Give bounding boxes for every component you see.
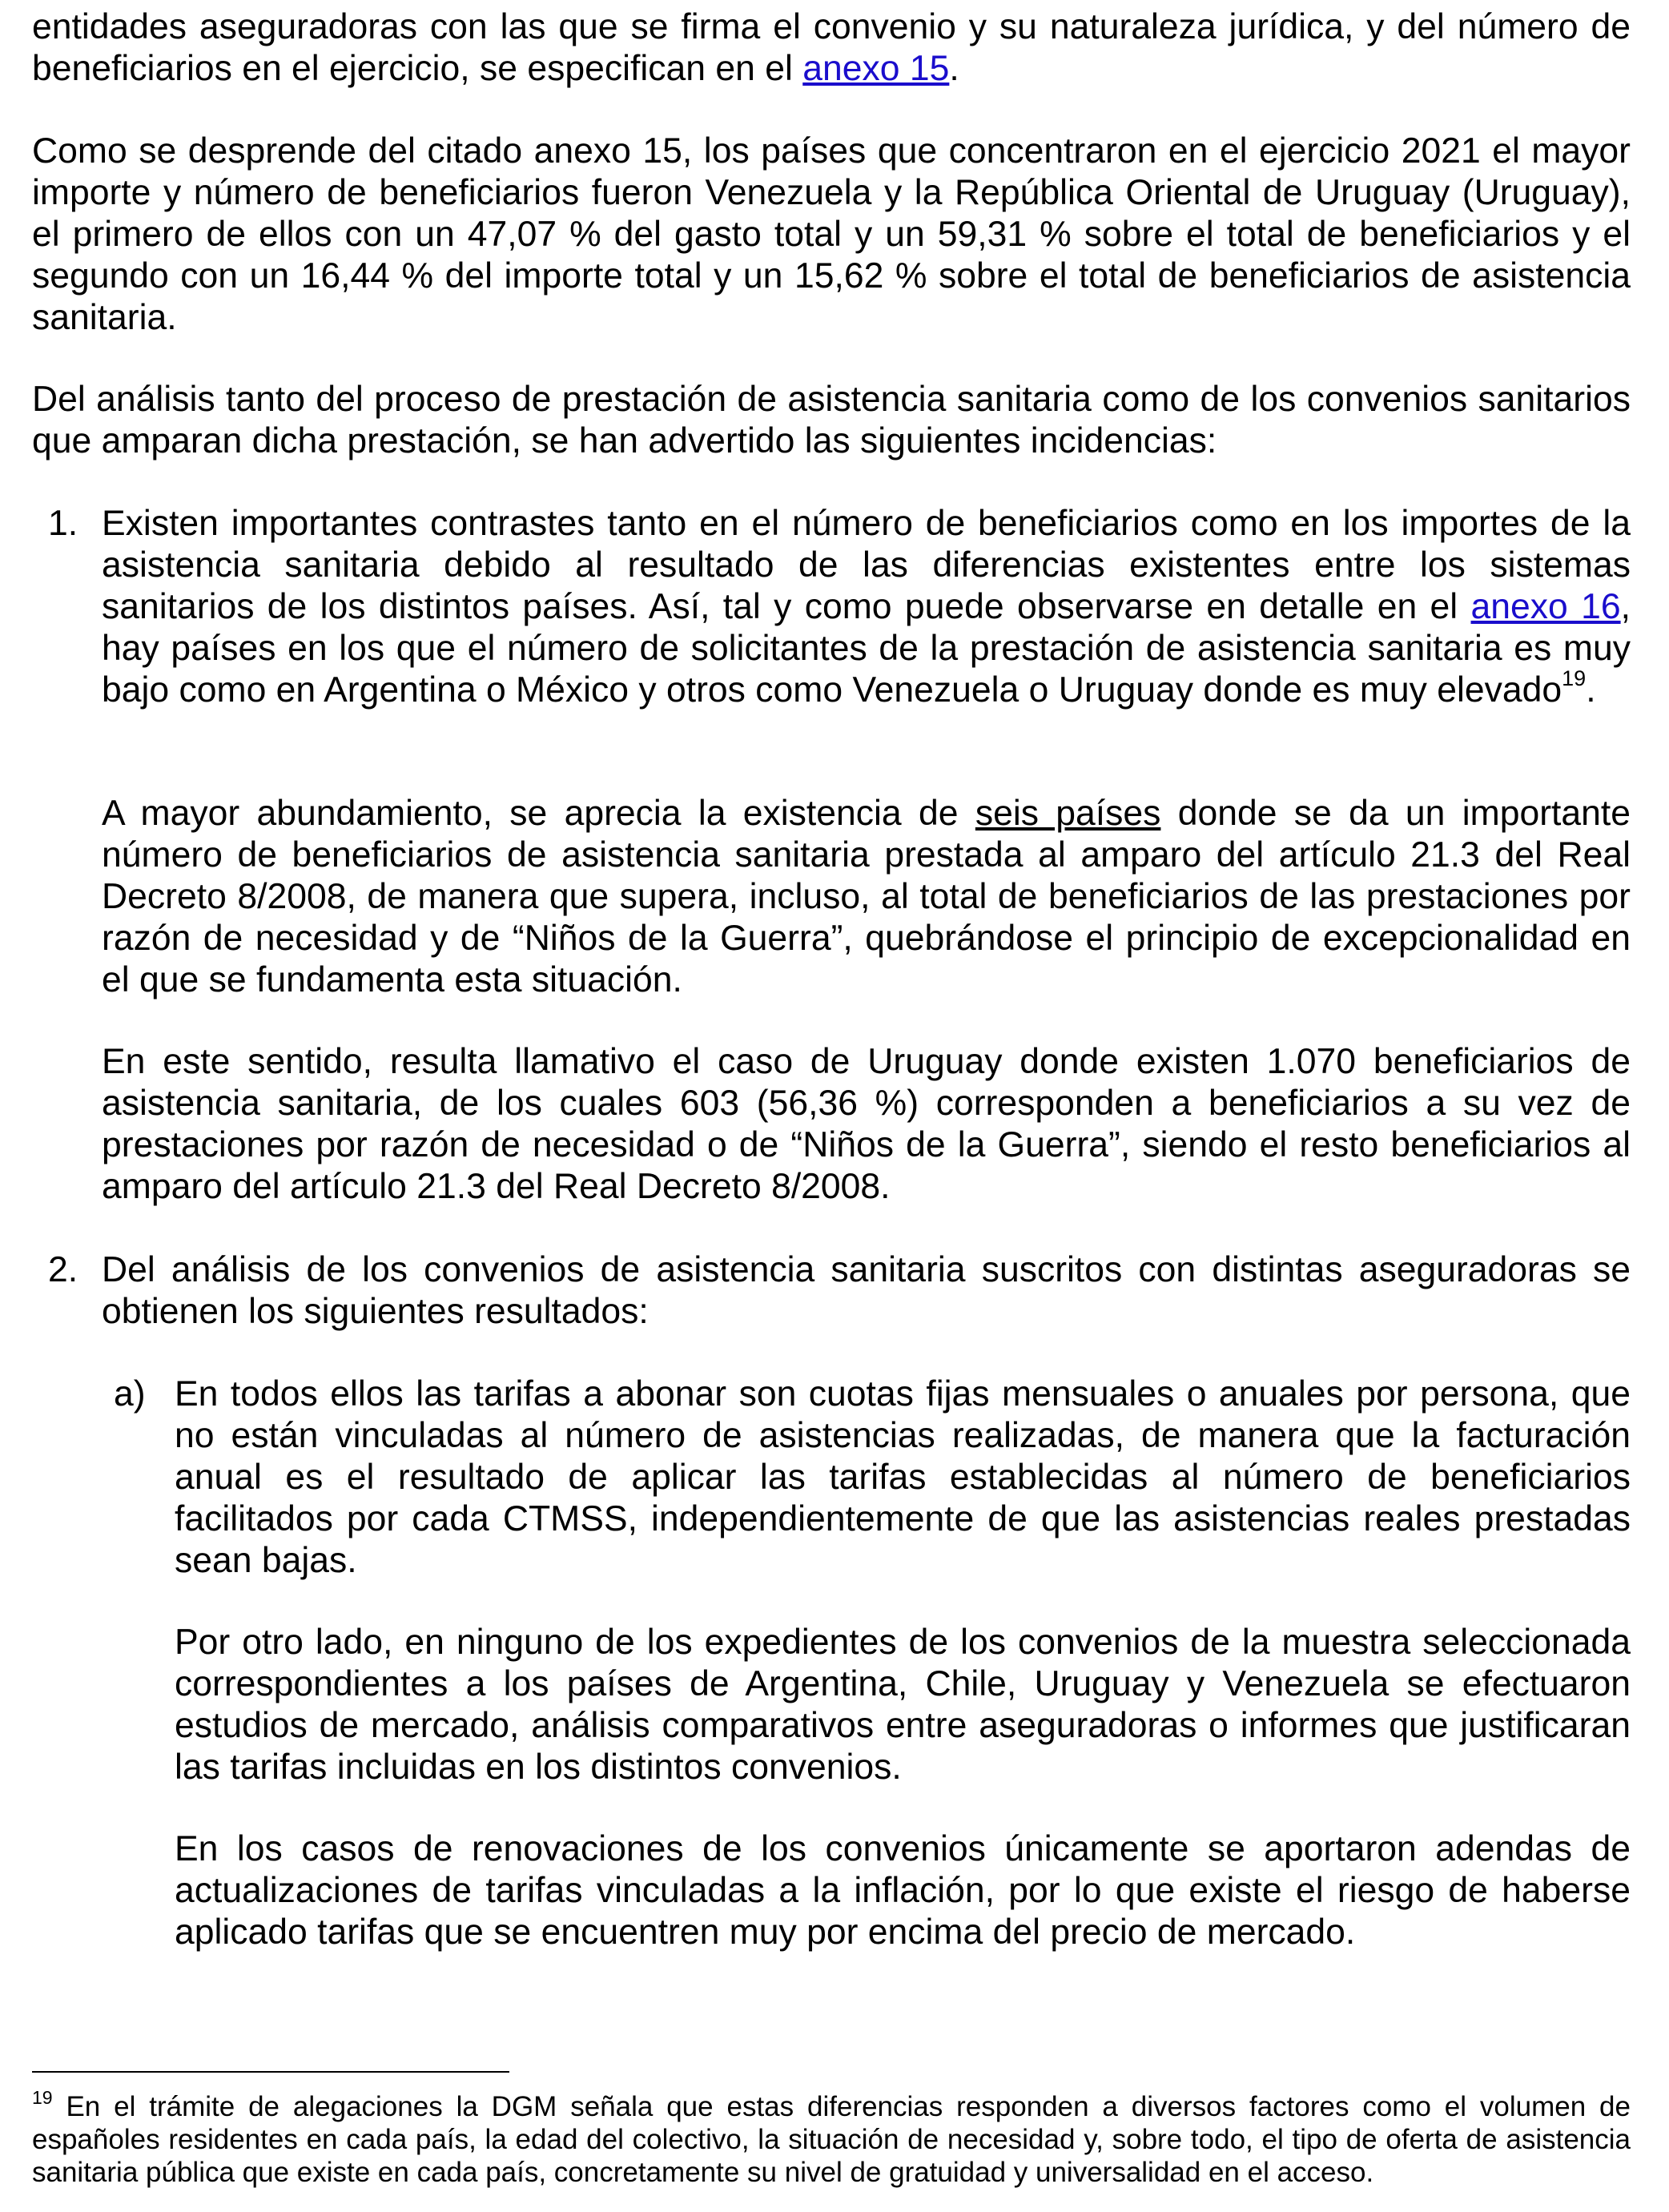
- paragraph-annex-15: entidades aseguradoras con las que se firma el convenio y su naturaleza jurídica, y del número de beneficiarios en el ejercicio, se especifican en el anexo 15.: [32, 7, 1631, 88]
- underlined-six-countries: seis países: [975, 794, 1161, 833]
- footnote-ref-19[interactable]: 19: [1562, 666, 1587, 691]
- sub-item-a-text: En todos ellos las tarifas a abonar son cuotas fijas mensuales o anuales por persona, que no están vinculadas al número de asistencias realizadas, de manera que la facturación anual es el resultado de aplicar las tarifas establecidas al número de beneficiarios facilitados por cada CTMSS, independientemente de que las asistencias reales prestadas sean bajas.: [175, 1374, 1631, 1580]
- list-item-1: [32, 503, 1631, 711]
- link-anexo-15[interactable]: anexo 15: [802, 49, 950, 88]
- document-page: [32, 0, 1631, 2212]
- item-1-paragraph-2: A mayor abundamiento, se aprecia la existencia de seis países donde se da un importante número de beneficiarios de asistencia sanitaria prestada al amparo del artículo 21.3 del Real Decreto 8/2008, de manera que supera, incluso, al total de beneficiarios de las prestaciones por razón de necesidad y de “Niños de la Guerra”, quebrándose el principio de excepcionalidad en el que se fundamenta esta situación.: [102, 794, 1631, 999]
- item-1-text: Existen importantes contrastes tanto en el número de beneficiarios como en los importes de la asistencia sanitaria debido al resultado de las diferencias existentes entre los sistemas sanitarios de los distintos países. Así, tal y como puede observarse en detalle en el anexo 16, hay países en los que el número de solicitantes de la prestación de asistencia sanitaria es muy bajo como en Argentina o México y otros como Venezuela o Uruguay donde es muy elevado$^{19}$.: [102, 504, 1631, 710]
- sub-item-a-paragraph-3: En los casos de renovaciones de los convenios únicamente se aportaron adendas de actualizaciones de tarifas vinculadas a la inflación, por lo que existe el riesgo de haberse aplicado tarifas que se encuentren muy por encima del precio de mercado.: [175, 1829, 1631, 1952]
- paragraph-countries-summary: Como se desprende del citado anexo 15, los países que concentraron en el ejercicio 2021 el mayor importe y número de beneficiarios fueron Venezuela y la República Oriental de Uruguay (Uruguay), el primero de ellos con un 47,07 % del gasto total y un 59,31 % sobre el total de beneficiarios y el segundo con un 16,44 % del importe total y un 15,62 % sobre el total de beneficiarios de asistencia sanitaria.: [32, 131, 1631, 337]
- sub-item-a-paragraph-2: Por otro lado, en ninguno de los expedientes de los convenios de la muestra seleccionada correspondientes a los países de Argentina, Chile, Uruguay y Venezuela se efectuaron estudios de mercado, análisis comparativos entre aseguradoras o informes que justificaran las tarifas incluidas en los distintos convenios.: [175, 1623, 1631, 1787]
- sub-item-a: [32, 1373, 1631, 1582]
- list-item-number: 1.: [48, 504, 78, 543]
- list-item-number: 2.: [48, 1250, 78, 1289]
- sub-item-label: a): [114, 1374, 146, 1414]
- footnote-number: 19: [32, 2087, 53, 2109]
- footnote-19: $^{19}$ En el trámite de alegaciones la DGM señala que estas diferencias responden a diversos factores como el volumen de españoles residentes en cada país, la edad del colectivo, la situación de necesidad y, sobre todo, el tipo de oferta de asistencia sanitaria pública que existe en cada país, concretamente su nivel de gratuidad y universalidad en el acceso.: [32, 2087, 1631, 2188]
- item-1-paragraph-3: En este sentido, resulta llamativo el caso de Uruguay donde existen 1.070 beneficiarios de asistencia sanitaria, de los cuales 603 (56,36 %) corresponden a beneficiarios a su vez de prestaciones por razón de necesidad o de “Niños de la Guerra”, siendo el resto beneficiarios al amparo del artículo 21.3 del Real Decreto 8/2008.: [102, 1042, 1631, 1206]
- paragraph-incidents-intro: Del análisis tanto del proceso de prestación de asistencia sanitaria como de los convenios sanitarios que amparan dicha prestación, se han advertido las siguientes incidencias:: [32, 380, 1631, 460]
- list-item-2: [32, 1249, 1631, 1333]
- link-anexo-16[interactable]: anexo 16: [1470, 587, 1621, 626]
- item-2-text: Del análisis de los convenios de asistencia sanitaria suscritos con distintas aseguradoras se obtienen los siguientes resultados:: [102, 1250, 1631, 1331]
- footnote-separator: [32, 2071, 509, 2073]
